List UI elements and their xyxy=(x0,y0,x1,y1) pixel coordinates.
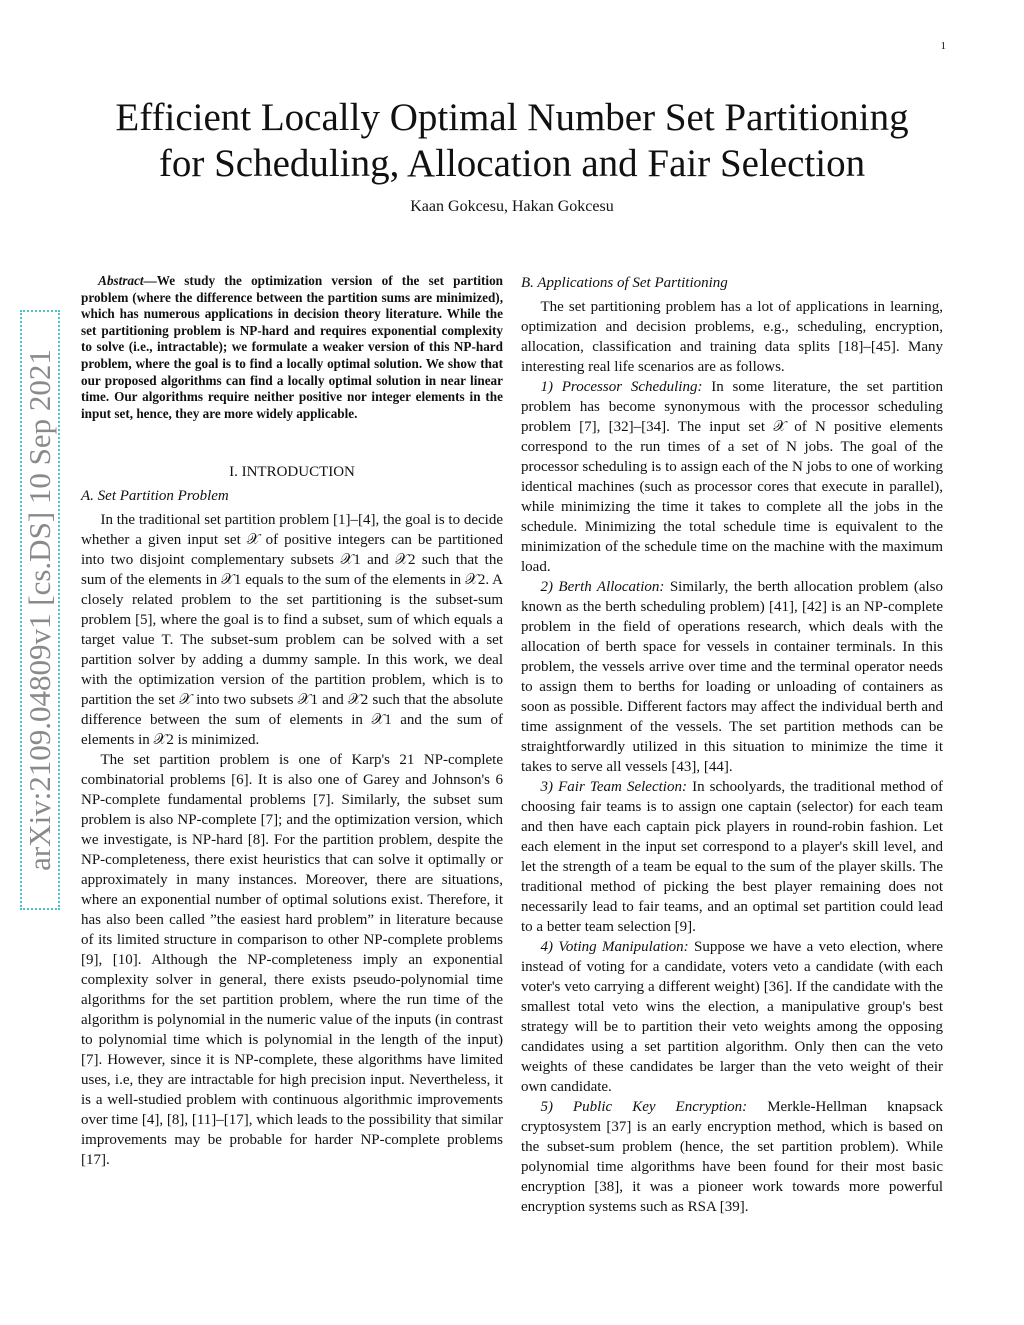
subsection-heading-applications: B. Applications of Set Partitioning xyxy=(521,275,728,291)
paragraph-berth-allocation xyxy=(521,577,943,777)
heading-processor-scheduling: 1) Processor Scheduling: xyxy=(540,379,703,395)
text-fair-team-selection: In schoolyards, the traditional method of choosing fair teams is to assign one captain (selector) for each team and then have each captain pick players in round-robin fashion. Let each element in the input set correspond to a player's skill level, and let the strength of a team be equal to the sum of the player skills. The traditional method of picking the best player remaining does not necessarily lead to fair teams, and an optimal set partition could lead to a better team selection [9]. xyxy=(521,779,944,935)
title-line-1: Efficient Locally Optimal Number Set Partitioning xyxy=(115,96,909,139)
text-processor-scheduling: In some literature, the set partition problem has become synonymous with the processor scheduling problem [7], [32]–[34]. The input set 𝒳 of N positive elements correspond to the run times of a set of N jobs. The goal of the processor scheduling is to assign each of the N jobs to one of working identical machines (such as processor cores that execute in parallel), while minimizing the time it takes to complete all the jobs in the schedule. Minimizing the total schedule time is equivalent to the minimization of the schedule time on the machine with the maximum load. xyxy=(521,379,943,575)
arxiv-identifier[interactable]: arXiv:2109.04809v1 [cs.DS] 10 Sep 2021 xyxy=(20,310,60,910)
paragraph-set-partition-1: In the traditional set partition problem [1]–[4], the goal is to decide whether a given input set 𝒳 of positive integers can be partitioned into two disjoint complementary subsets 𝒳1 and 𝒳2 such that the sum of the elements in 𝒳1 equals to the sum of the elements in 𝒳2. A closely related problem to the set partitioning is the subset-sum problem [5], where the goal is to find a subset, sum of which equals a target value T. The subset-sum problem can be solved with a set partition solver by adding a dummy sample. In this work, we deal with the optimization version of the partition problem, which is to partition the set 𝒳 into two subsets 𝒳1 and 𝒳2 such that the absolute difference between the sum of elements in 𝒳1 and the sum of elements in 𝒳2 is minimized. xyxy=(81,512,503,749)
section-heading-introduction: I. INTRODUCTION xyxy=(229,464,355,481)
authors: Kaan Gokcesu, Hakan Gokcesu xyxy=(410,198,614,215)
heading-berth-allocation: 2) Berth Allocation: xyxy=(540,579,665,595)
paper-title xyxy=(60,95,964,187)
page-number: 1 xyxy=(940,40,946,52)
heading-public-key-encryption: 5) Public Key Encryption: xyxy=(540,1099,748,1115)
paragraph-fair-team-selection xyxy=(521,777,943,937)
heading-fair-team-selection: 3) Fair Team Selection: xyxy=(540,779,687,795)
subsection-heading-set-partition: A. Set Partition Problem xyxy=(81,488,229,505)
text-voting-manipulation: Suppose we have a veto election, where instead of voting for a candidate, voters veto a candidate (with each voter's veto carrying a different weight) [36]. If the candidate with the smallest total veto wins the election, a manipulative group's best strategy will be to partition their veto weights among the opposing candidates using a set partition algorithm. Only then can the veto weights of these candidates be larger than the veto weight of their own candidate. xyxy=(521,939,943,1095)
text-public-key-encryption: Merkle-Hellman knapsack cryptosystem [37] is an early encryption method, which is based on the subset-sum problem (hence, the set partition problem). While polynomial time algorithms have been found for their most basic encryption [38], it was a pioneer work towards more powerful encryption systems such as RSA [39]. xyxy=(521,1099,943,1215)
title-line-2: for Scheduling, Allocation and Fair Selection xyxy=(158,142,866,185)
abstract-lead: Abstract— xyxy=(98,273,157,288)
abstract-text: We study the optimization version of the set partition problem (where the difference between the partition sums are minimized), which has numerous applications in decision theory literature. While the set partitioning problem is NP-hard and requires exponential complexity to solve (i.e., intractable); we formulate a weaker version of this NP-hard problem, where the goal is to find a locally optimal solution. We show that our proposed algorithms can find a locally optimal solution in near linear time. Our algorithms require neither positive nor integer elements in the input set, hence, they are more widely applicable. xyxy=(81,273,503,421)
heading-voting-manipulation: 4) Voting Manipulation: xyxy=(540,939,689,955)
paragraph-voting-manipulation xyxy=(521,937,943,1097)
paragraph-public-key-encryption xyxy=(521,1097,943,1217)
paragraph-set-partition-2: The set partition problem is one of Karp's 21 NP-complete combinatorial problems [6]. It is also one of Garey and Johnson's 6 NP-complete fundamental problems [7]. Similarly, the subset sum problem is also NP-complete [7]; and the optimization version, which we investigate, is NP-hard [8]. For the partition problem, despite the NP-completeness, there exist heuristics that can solve it optimally or approximately in many instances. Moreover, there are situations, where an exponential number of optimal solutions exist. Therefore, it has also been called ”the easiest hard problem” in literature because of its limited structure in comparison to other NP-complete problems [9], [10]. Although the NP-completeness imply an exponential complexity solver in general, there exists pseudo-polynomial time algorithms for the set partition problem, where the run time of the algorithm is polynomial in the numeric value of the inputs (in contrast to polynomial time which is polynomial in the length of the input) [7]. However, since it is NP-complete, these algorithms have limited uses, i.e, they are intractable for high precision input. Nevertheless, it is a well-studied problem with continuous algorithmic improvements over time [4], [8], [11]–[17], which leads to the possibility that similar improvements may be probable for harder NP-complete problems [17]. xyxy=(81,752,503,1169)
right-column xyxy=(521,273,943,1217)
abstract xyxy=(81,273,503,422)
left-column xyxy=(81,273,503,1170)
paragraph-applications-intro: The set partitioning problem has a lot of applications in learning, optimization and decision problems, e.g., scheduling, encryption, allocation, classification and training data splits [18]–[45]. Many interesting real life scenarios are as follows. xyxy=(521,299,943,375)
paragraph-processor-scheduling xyxy=(521,377,943,577)
text-berth-allocation: Similarly, the berth allocation problem (also known as the berth scheduling problem) [41], [42] is an NP-complete problem in the field of operations research, which deals with the allocation of berth space for vessels in container terminals. In this problem, the vessels arrive over time and the terminal operator needs to assign them to berths for loading or unloading of containers as soon as possible. Different factors may affect the individual berth and time assignment of the vessels. The set partition methods can be straightforwardly utilized in this situation to minimize the time it takes to serve all vessels [43], [44]. xyxy=(521,579,943,775)
